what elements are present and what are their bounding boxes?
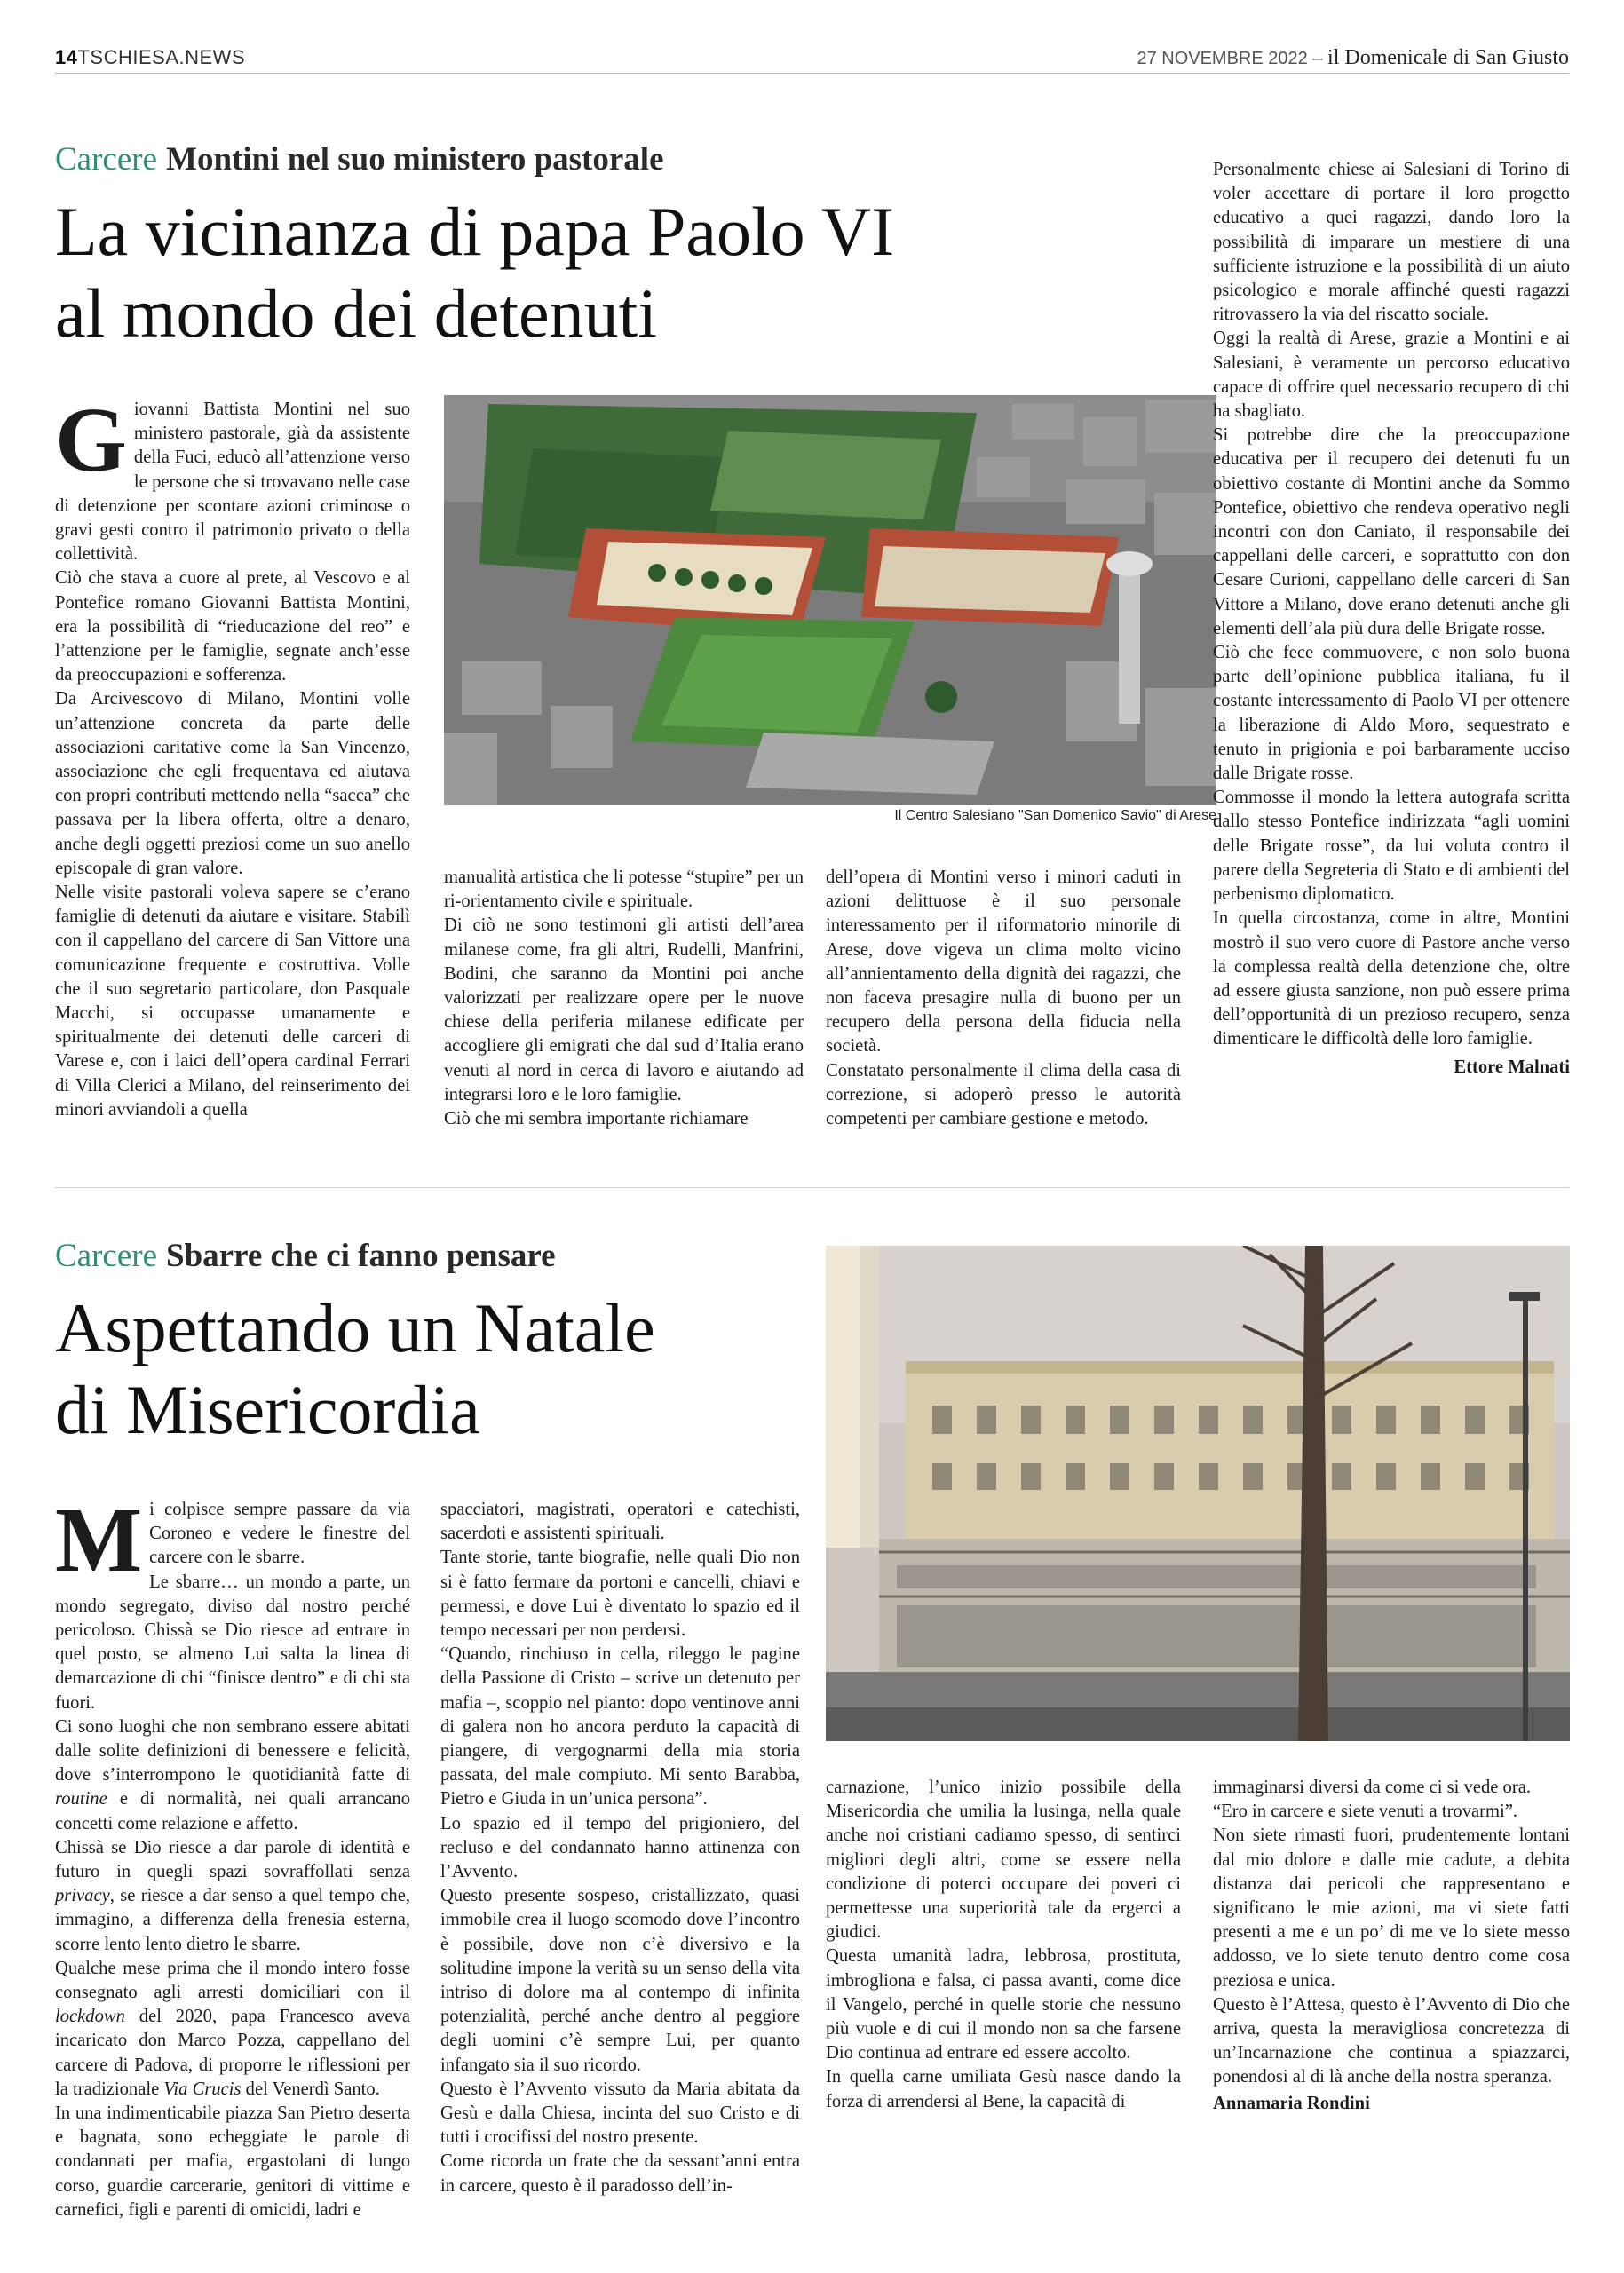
article1-column-1 [55, 389, 410, 1122]
arese-aerial-illustration [444, 395, 1216, 805]
article2-column-3 [826, 1776, 1181, 2114]
article1-paragraph: dell’opera di Montini verso i minori caduti in azioni delittuose è il suo personale interessamento per il riformatorio minorile di Arese, dove vigeva un clima molto vicino all’annientamento della dignità dei ragazzi, che non faceva presagire nulla di buono per un recupero della persona della fiducia nella società. [826, 867, 1181, 1057]
article1-paragraph: In quella circostanza, come in altre, Montini mostrò il suo vero cuore di Pastore anche verso la complessa realtà della detenzione che, oltre ad essere giusta sanzione, non può essere prima dell’opportunità di un prezioso recupero, senza dimenticare le difficoltà delle loro famiglie. [1213, 908, 1570, 1049]
header-rule [55, 73, 1569, 74]
publication-name: il Domenicale di San Giusto [1327, 46, 1569, 69]
article1-kicker [55, 140, 664, 178]
article1-headline [55, 191, 894, 354]
article1-paragraph: Di ciò ne sono testimoni gli artisti dell’area milanese come, fra gli altri, Rudelli, Manfrini, Bodini, che saranno da Montini poi anche valorizzati per realizzare opere per le nuove chiese della periferia milanese edificate per accogliere gli emigrati che dal sud d’Italia erano venuti al nord in cerca di lavoro e aiutando ad integrarsi loro e le loro famiglie. [444, 915, 804, 1105]
article1-paragraph: Constatato personalmente il clima della casa di correzione, si adoperò presso le autorità competenti per cambiare gestione e metodo. [826, 1060, 1181, 1129]
article1-column-2 [444, 866, 804, 1131]
article2-column-4 [1213, 1776, 1570, 2116]
article2-paragraph: Questo presente sospeso, cristallizzato, quasi immobile crea il luogo scomodo dove l’incontro è possibile, dove non c’è diversivo e la solitudine impone la verità su un senso della vita intriso di dolore ma al contempo di infinita potenzialità, perché anche dentro al peggiore degli uomini c’è sempre Lui, per quanto infangato sia il suo ricordo. [440, 1886, 800, 2075]
article1-column-3 [826, 866, 1181, 1131]
article2-column-2 [440, 1498, 800, 2198]
article1-paragraph: Ciò che fece commuovere, e non solo buona parte dell’opinione pubblica italiana, fu il costante interessamento di Paolo VI per ottenere la liberazione di Aldo Moro, sequestrato e tenuto in prigionia e poi barbaramente ucciso dalle Brigate rosse. [1213, 643, 1570, 784]
article2-paragraph: Ci sono luoghi che non sembrano essere abitati dalle solite definizioni di benessere e felicità, dove s’interrompono le quotidianità fatte di routine e di normalità, nei quali arrancano concetti come relazione e affetto. [55, 1716, 410, 1833]
article2-kicker [55, 1237, 556, 1275]
article2-paragraph: Tante storie, tante biografie, nelle quali Dio non si è fatto fermare da portoni e cancelli, chiavi e permessi, e dove Lui è diventato lo spazio ed il tempo necessari per non perdersi. [440, 1548, 800, 1641]
article1-paragraph: Nelle visite pastorali voleva sapere se c’erano famiglie di detenuti da aiutare e visitare. Stabilì con il cappellano del carcere di San Vittore una comunicazione frequente e costruttiva. Volle che il suo segretario particolare, don Pasquale Macchi, si occupasse umanamente e spiritualmente dei detenuti delle carceri di Varese e, con i laici dell’opera cardinal Ferrari di Villa Clerici a Milano, del reinserimento dei minori avviandoli a quella [55, 883, 410, 1120]
prison-building-photo [826, 1246, 1570, 1741]
article1-kicker-text: Montini nel suo ministero pastorale [166, 141, 664, 178]
article1-column-4 [1213, 158, 1570, 1080]
article2-column-1 [55, 1489, 410, 2222]
article2-dropcap: M [55, 1489, 143, 1591]
article1-paragraph: manualità artistica che li potesse “stupire” per un ri-orientamento civile e spirituale. [444, 867, 804, 912]
article2-paragraph: Le sbarre… un mondo a parte, un mondo segregato, diviso dal nostro perché pericoloso. Chissà se Dio riesce ad entrare in quel posto, se almeno Lui salta la linea di demarcazione di chi “finisce dentro” e di chi sta fuori. [55, 1572, 410, 1713]
article2-paragraph: Questa umanità ladra, lebbrosa, prostituta, imbrogliona e falsa, ci passa avanti, come dice il Vangelo, perché in quelle storie che nessuno più vuole e di cui il mondo non sa che farsene Dio continua ad entrare ed essere accolto. [826, 1946, 1181, 2063]
article2-paragraph: “Ero in carcere e siete venuti a trovarmi”. [1213, 1802, 1518, 1822]
article2-kicker-text: Sbarre che ci fanno pensare [166, 1238, 556, 1274]
article1-dropcap: G [55, 389, 127, 491]
header-separator: – [1307, 49, 1328, 68]
article2-headline [55, 1287, 655, 1451]
article2-paragraph: Lo spazio ed il tempo del prigioniero, del recluso e del condannato hanno attinenza con l’Avvento. [440, 1813, 800, 1882]
article1-paragraph: Ciò che mi sembra importante richiamare [444, 1109, 749, 1129]
article2-category: Carcere [55, 1238, 158, 1274]
article1-headline-line2: al mondo dei detenuti [55, 274, 658, 352]
article2-paragraph: Questo è l’Avvento vissuto da Maria abitata da Gesù e dalla Chiesa, incinta del suo Cristo e di tutti i crocifissi del nostro presente. [440, 2079, 800, 2148]
article2-paragraph: In una indimenticabile piazza San Pietro deserta e bagnata, sono echeggiate le parole di condannati per mafia, ergastolani di lungo corso, guardie carcerarie, genitori di vittime e carnefici, figli e parenti di omicidi, ladri e [55, 2103, 410, 2220]
article1-paragraph: Giovanni Battista Montini nel suo ministero pastorale, già da assistente della Fuci, educò all’attenzione verso le persone che si trovavano nelle case di detenzione per scontare azioni criminose o gravi gesti contro il patrimonio privato o della collettività. [55, 389, 410, 565]
article2-paragraph: immaginarsi diversi da come ci si vede ora. [1213, 1778, 1531, 1797]
article2-paragraph: carnazione, l’unico inizio possibile della Misericordia che umilia la lusinga, nella quale anche noi cristiani cadiamo spesso, di sentirci migliori degli altri, come se essere nella condizione di poterci occupare dei poveri ci permettesse una superiorità tale da ergerci a giudici. [826, 1778, 1181, 1943]
article2-paragraph: spacciatori, magistrati, operatori e catechisti, sacerdoti e assistenti spirituali. [440, 1500, 800, 1544]
arese-aerial-photo [444, 395, 1216, 805]
article1-paragraph: Commosse il mondo la lettera autografa scritta dallo stesso Pontefice indirizzata “agli uomini delle Brigate rosse”, da lui voluta contro il parere della Segreteria di Stato e di ambienti del perbenismo diplomatico. [1213, 788, 1570, 905]
page-header-right [1137, 46, 1569, 70]
article2-headline-line1: Aspettando un Natale [55, 1289, 655, 1366]
prison-building-illustration [826, 1246, 1570, 1741]
section-name: TSCHIESA.NEWS [77, 46, 246, 68]
article2-paragraph: Questo è l’Attesa, questo è l’Avvento di Dio che arriva, questa la meravigliosa concretezza di un’Incarnazione che continua a spiazzarci, ponendosi al di là anche della nostra speranza. [1213, 1994, 1570, 2087]
article2-paragraph: In quella carne umiliata Gesù nasce dando la forza di arrendersi al Bene, la capacità di [826, 2067, 1181, 2111]
article2-author: Annamaria Rondini [1213, 2093, 1370, 2113]
article1-paragraph: Si potrebbe dire che la preoccupazione educativa per il recupero dei detenuti fu un obiettivo costante di Montini anche da Sommo Pontefice, obiettivo che rendeva operativo negli incontri con don Caniato, il responsabile dei cappellani delle carceri, e soprattutto con don Cesare Curioni, cappellano delle carceri di San Vittore a Milano, dove erano detenuti anche gli elementi dell’ala più dura delle Brigate rosse. [1213, 425, 1570, 638]
issue-date: 27 NOVEMBRE 2022 [1137, 49, 1308, 68]
article2-paragraph: Non siete rimasti fuori, prudentemente lontani dal mio dolore e dalle mie cadute, a debita distanza dai pericoli che rappresentano e significano le mie azioni, ma vi siete fatti presenti a me e un po’ di me ve lo siete messo addosso, ve lo siete tenuto dentro come cosa preziosa e unica. [1213, 1826, 1570, 1991]
article-separator [55, 1187, 1569, 1188]
article1-headline-line1: La vicinanza di papa Paolo VI [55, 193, 895, 270]
article2-paragraph: Qualche mese prima che il mondo intero fosse consegnato agli arresti domiciliari con il lockdown del 2020, papa Francesco aveva incaricato don Marco Pozza, cappellano del carcere di Padova, di proporre le riflessioni per la tradizionale Via Crucis del Venerdì Santo. [55, 1958, 410, 2099]
article1-paragraph: Oggi la realtà di Arese, grazie a Montini e ai Salesiani, è veramente un percorso educativo capace di offrire quel necessario recupero di chi ha sbagliato. [1213, 329, 1570, 422]
article1-category: Carcere [55, 141, 158, 178]
article2-paragraph: Mi colpisce sempre passare da via Coroneo e vedere le finestre del carcere con le sbarre. [55, 1489, 410, 1591]
page-header-left [55, 46, 245, 69]
article2-paragraph: Come ricorda un frate che da sessant’anni entra in carcere, questo è il paradosso dell’in- [440, 2151, 800, 2196]
photo1-caption: Il Centro Salesiano "San Domenico Savio" di Arese [894, 808, 1216, 823]
article1-paragraph: Personalmente chiese ai Salesiani di Torino di voler accettare di portare il loro progetto educativo a quei ragazzi, dando loro la possibilità di imparare un mestiere di una sufficiente istruzione e la possibilità di un aiuto psicologico e morale affinché questi ragazzi ritrovassero la via del riscatto sociale. [1213, 160, 1570, 325]
article1-author: Ettore Malnati [1454, 1057, 1570, 1077]
article2-paragraph: Chissà se Dio riesce a dar parole di identità e futuro in quegli spazi sovraffollati senza privacy, se riesce a dar senso a quel tempo che, immagino, a differenza della frenesia esterna, scorre lento lento dietro le sbarre. [55, 1837, 410, 1954]
article2-headline-line2: di Misericordia [55, 1371, 480, 1448]
article1-paragraph: Ciò che stava a cuore al prete, al Vescovo e al Pontefice romano Giovanni Battista Montini, era la possibilità di “rieducazione del reo” e l’attenzione per le famiglie, segnate anch’esse da preoccupazioni e sofferenza. [55, 568, 410, 685]
article1-paragraph: Da Arcivescovo di Milano, Montini volle un’attenzione concreta da parte delle associazioni caritative come la San Vincenzo, associazione che egli frequentava ed aiutava con propri contributi mettendo nella “sacca” che passava per la libera offerta, oltre a denaro, anche degli oggetti preziosi come un suo anello episcopale di gran valore. [55, 689, 410, 878]
article2-paragraph: “Quando, rinchiuso in cella, rileggo le pagine della Passione di Cristo – scrive un detenuto per mafia –, scoppio nel pianto: dopo ventinove anni di galera non ho ancora perduto la capacità di piangere, di vergognarmi della mia storia passata, del male compiuto. Mi sento Barabba, Pietro e Giuda in un’unica persona”. [440, 1644, 800, 1810]
page-number: 14 [55, 46, 78, 68]
